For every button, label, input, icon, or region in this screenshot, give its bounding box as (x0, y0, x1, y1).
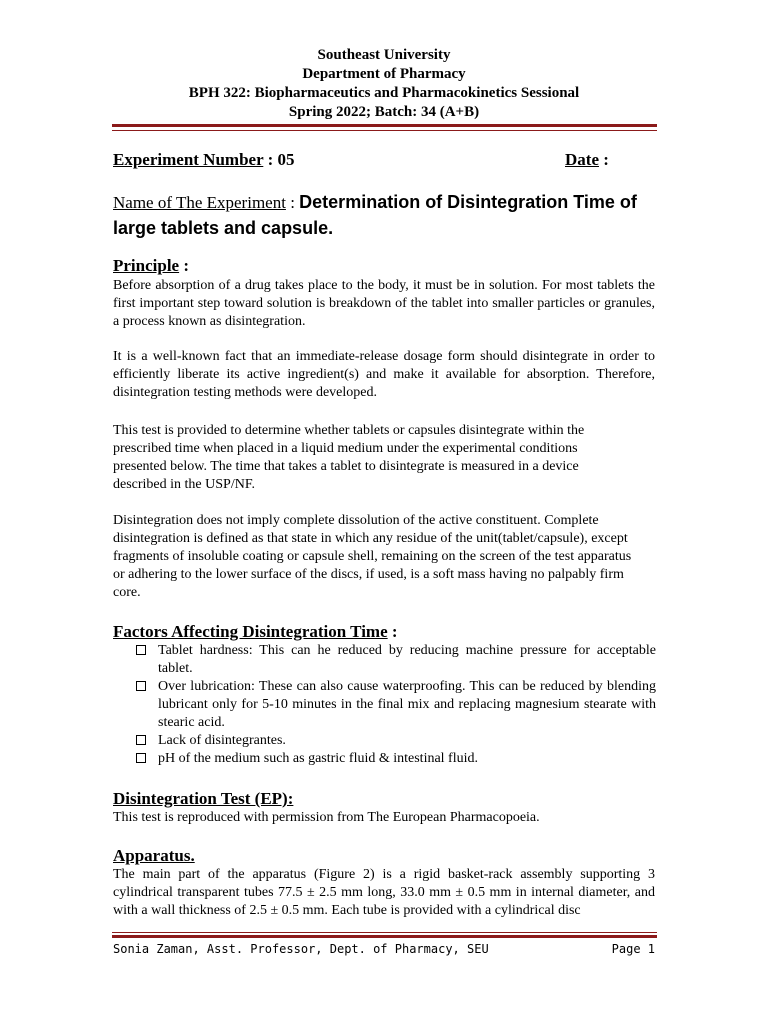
document-header (0, 46, 768, 122)
experiment-number-label: Experiment Number (113, 150, 264, 169)
principle-heading-suffix: : (179, 256, 190, 275)
footer-rule-thin (112, 932, 657, 933)
list-item (136, 750, 656, 768)
principle-paragraph: Disintegration does not imply complete dissolution of the active constituent. Complete disintegration is defined as that state in which any residue of the unit(tablet/capsule), except fragments of insoluble coating or capsule shell, remaining on the screen of the test apparatus or adhering to the lower surface of the discs, if used, is a soft mass having no palpably firm core. (113, 513, 632, 600)
date-suffix: : (598, 150, 609, 169)
experiment-name-value: Determination of Disintegration Time of large tablets and capsule. (113, 192, 637, 238)
checkbox-icon (136, 645, 146, 655)
factors-heading-label: Factors Affecting Disintegration Time (113, 622, 388, 641)
checkbox-icon (136, 753, 146, 763)
experiment-name-label: Name of The Experiment (113, 193, 286, 212)
date-field (565, 150, 609, 170)
header-rule-thin (112, 130, 657, 131)
factors-heading-suffix: : (387, 622, 398, 641)
university-name: Southeast University (317, 47, 451, 63)
factor-text: Tablet hardness: This can he reduced by reducing machine pressure for acceptable tablet. (158, 643, 656, 676)
page-number: Page 1 (611, 942, 655, 956)
footer-rule-thick (112, 935, 657, 938)
test-text: This test is reproduced with permission from The European Pharmacopoeia. (113, 810, 540, 825)
list-item (136, 642, 656, 678)
checkbox-icon (136, 681, 146, 691)
factor-text: pH of the medium such as gastric fluid & intestinal fluid. (158, 751, 478, 766)
header-rule-thick (112, 124, 657, 127)
footer-author: Sonia Zaman, Asst. Professor, Dept. of Pharmacy, SEU (113, 942, 489, 956)
experiment-number-value: : 05 (263, 150, 295, 169)
apparatus-text: The main part of the apparatus (Figure 2) is a rigid basket-rack assembly supporting 3 cylindrical transparent tubes 77.5 ± 2.5 mm long, 33.0 mm ± 0.5 mm in internal diameter, and with a wall thickness of 2.5 ± 0.5 mm. Each tube is provided with a cylindrical disc (113, 867, 655, 918)
list-item (136, 732, 656, 750)
principle-heading-label: Principle (113, 256, 180, 275)
term-batch: Spring 2022; Batch: 34 (A+B) (288, 104, 480, 120)
checkbox-icon (136, 735, 146, 745)
principle-paragraph: Before absorption of a drug takes place to the body, it must be in solution. For most tablets the first important step toward solution is breakdown of the tablet into smaller particles or granules, a process known as disintegration. (113, 278, 655, 329)
course-title: BPH 322: Biopharmaceutics and Pharmacokinetics Sessional (188, 85, 580, 101)
principle-paragraph: It is a well-known fact that an immediate-release dosage form should disintegrate in order to efficiently liberate its active ingredient(s) and make it available for absorption. Therefore, disintegration testing methods were developed. (113, 349, 655, 400)
principle-heading (113, 256, 189, 276)
test-heading: Disintegration Test (EP): (113, 789, 294, 808)
factor-text: Over lubrication: These can also cause waterproofing. This can be reduced by blending lubricant only for 5-10 minutes in the final mix and replacing magnesium stearate with stearic acid. (158, 679, 656, 730)
factors-list (136, 642, 656, 768)
experiment-name (113, 190, 658, 242)
date-label: Date (565, 150, 599, 169)
experiment-number (113, 150, 294, 170)
apparatus-heading: Apparatus. (113, 846, 195, 865)
factor-text: Lack of disintegrantes. (158, 733, 286, 748)
experiment-name-sep: : (285, 193, 300, 212)
list-item (136, 678, 656, 732)
department-name: Department of Pharmacy (302, 66, 466, 82)
factors-heading (113, 622, 398, 642)
principle-paragraph: This test is provided to determine whether tablets or capsules disintegrate within the prescribed time when placed in a liquid medium under the experimental conditions presented below. The time that takes a tablet to disintegrate is measured in a device described in the USP/NF. (113, 423, 585, 492)
